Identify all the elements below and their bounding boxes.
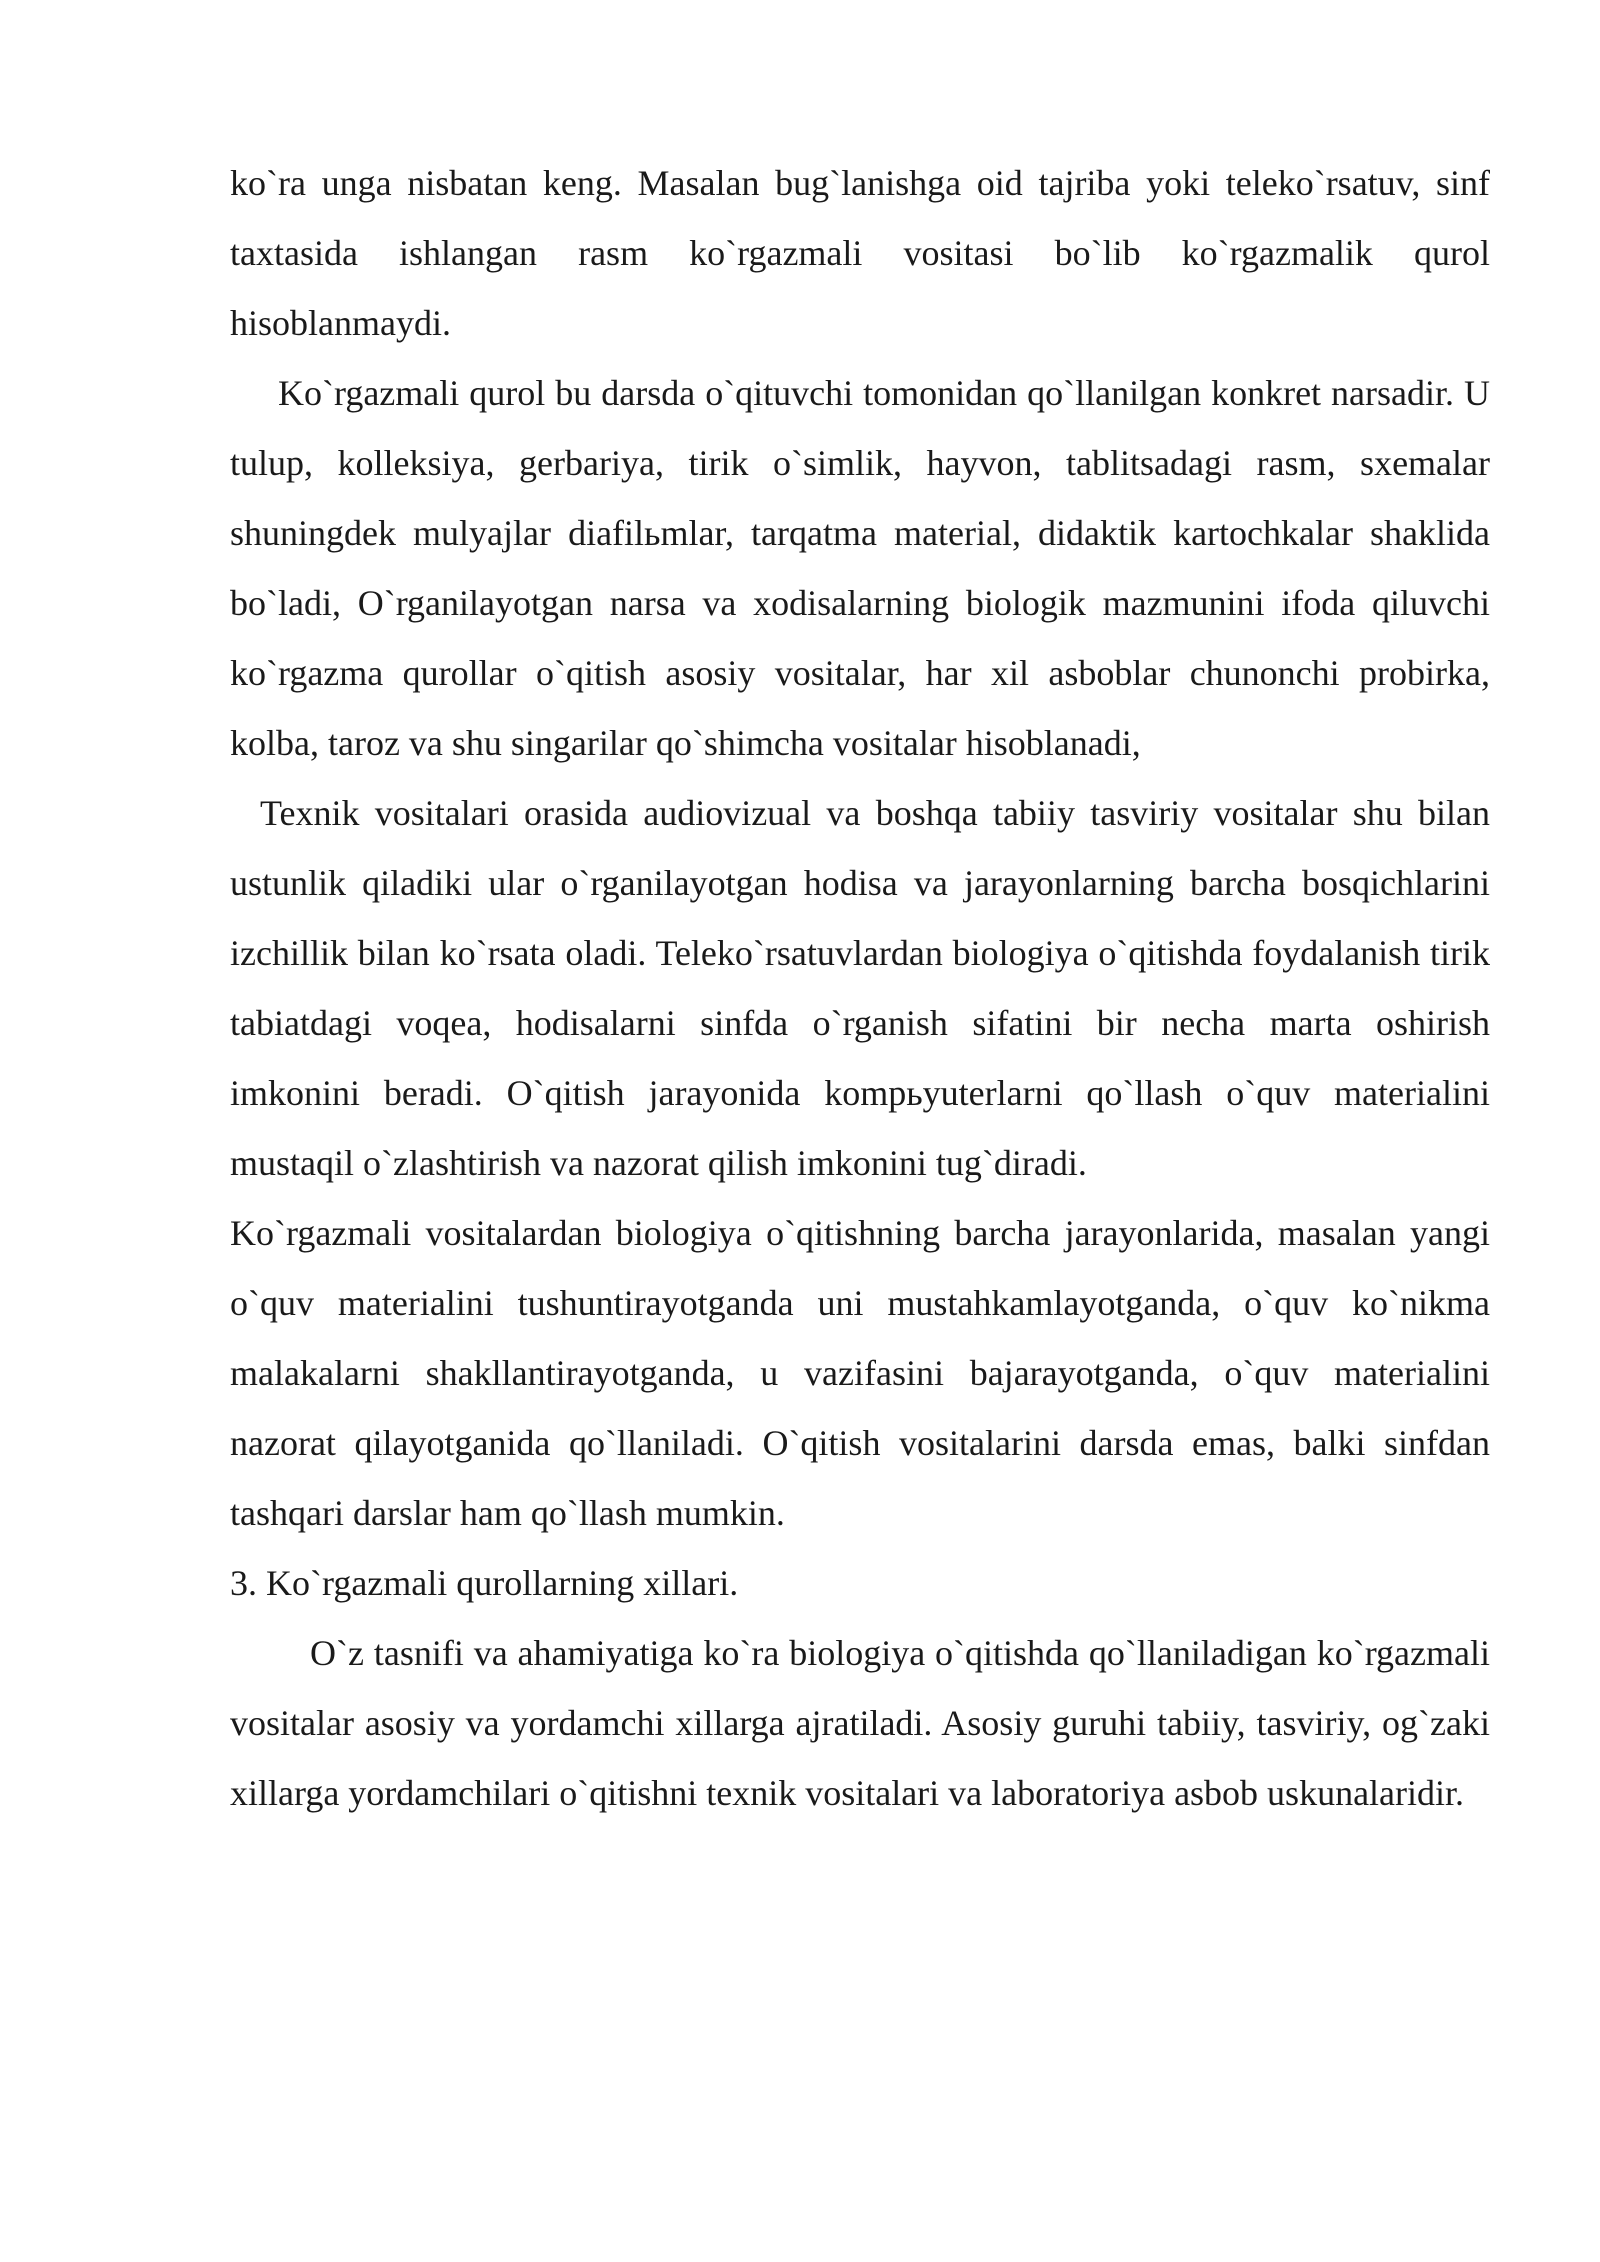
paragraph-classification: O`z tasnifi va ahamiyatiga ko`ra biologiya o`qitishda qo`llaniladigan ko`rgazmali vositalar asosiy va yordamchi xillarga ajratiladi. Asosiy guruhi tabiiy, tasviriy, og`zaki xillarga yordamchilari o`qitishni texnik vositalari va laboratoriya asbob uskunalaridir. — [230, 1633, 1490, 1813]
paragraph-usage-stages: Ko`rgazmali vositalardan biologiya o`qitishning barcha jarayonlarida, masalan yangi o`quv materialini tushuntirayotganda uni mustahkamlayotganda, o`quv ko`nikma malakalarni shakllantirayotganda, u vazifasini bajarayotganda, o`quv materialini nazorat qilayotganida qo`llaniladi. O`qitish vositalarini darsda emas, balki sinfdan tashqari darslar ham qo`llash mumkin. — [230, 1213, 1490, 1533]
paragraph-continuation: ko`ra unga nisbatan keng. Masalan bug`lanishga oid tajriba yoki teleko`rsatuv, sinf taxtasida ishlangan rasm ko`rgazmali vositasi bo`lib ko`rgazmalik qurol hisoblanmaydi. — [230, 163, 1490, 343]
paragraph-technical-means: Texnik vositalari orasida audiovizual va boshqa tabiiy tasviriy vositalar shu bilan ustunlik qiladiki ular o`rganilayotgan hodisa va jarayonlarning barcha bosqichlarini izchillik bilan ko`rsata oladi. Teleko`rsatuvlardan biologiya o`qitishda foydalanish tirik tabiatdagi voqea, hodisalarni sinfda o`rganish sifatini bir necha marta oshirish imkonini beradi. O`qitish jarayonida kompьyuterlarni qo`llash o`quv materialini mustaqil o`zlashtirish va nazorat qilish imkonini tug`diradi. — [230, 793, 1490, 1183]
document-page — [230, 148, 1490, 1828]
paragraph-visual-aid-definition: Ko`rgazmali qurol bu darsda o`qituvchi tomonidan qo`llanilgan konkret narsadir. U tulup, kolleksiya, gerbariya, tirik o`simlik, hayvon, tablitsadagi rasm, sxemalar shuningdek mulyajlar diafilьmlar, tarqatma material, didaktik kartochkalar shaklida bo`ladi, O`rganilayotgan narsa va xodisalarning biologik mazmunini ifoda qiluvchi ko`rgazma qurollar o`qitish asosiy vositalar, har xil asboblar chunonchi probirka, kolba, taroz va shu singarilar qo`shimcha vositalar hisoblanadi, — [230, 373, 1490, 763]
section-heading: 3. Ko`rgazmali qurollarning xillari. — [230, 1563, 739, 1603]
